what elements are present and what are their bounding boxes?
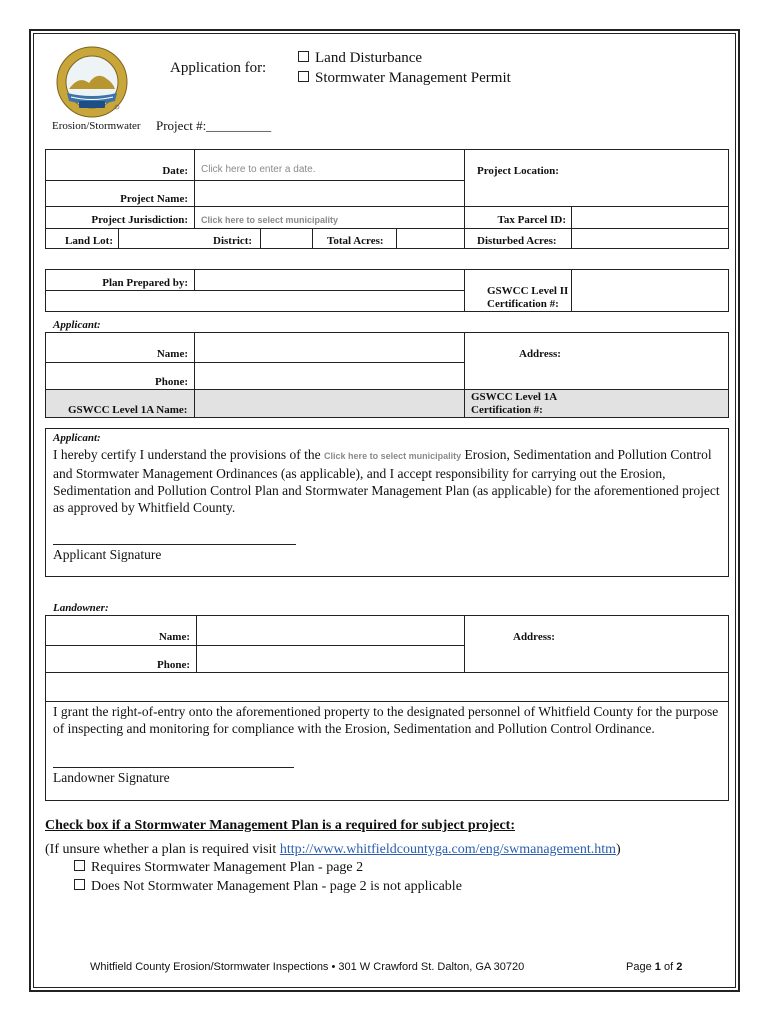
county-seal-logo — [55, 45, 129, 119]
page-total: 2 — [676, 961, 683, 973]
requires-plan-checkbox[interactable] — [74, 860, 85, 871]
landowner-section-label: Landowner: — [53, 602, 109, 614]
cert-text-pre: I hereby certify I understand the provisions of the — [53, 447, 321, 462]
stormwater-heading: Check box if a Stormwater Management Plan is a required for subject project: — [45, 818, 515, 833]
landowner-signature-line[interactable] — [53, 767, 294, 768]
land-disturbance-checkbox[interactable] — [298, 51, 309, 62]
project-number-label[interactable]: Project #:__________ — [156, 118, 272, 133]
requires-plan-label: Requires Stormwater Management Plan - page 2 — [91, 860, 364, 875]
project-location-label: Project Location: — [477, 165, 559, 177]
gswcc-ii-label-line2: Certification #: — [487, 298, 559, 310]
landowner-grant-text: I grant the right-of-entry onto the aforementioned property to the designated personnel of Whitfield County for the purpose of inspecting and monitoring for compliance with the Erosion, Sedimentation and Pollution Control Ordinance. — [53, 704, 719, 736]
applicant-signature-line[interactable] — [53, 544, 296, 545]
project-name-label: Project Name: — [120, 193, 188, 205]
applicant-cert-label: Applicant: — [53, 432, 101, 444]
cert-municipality-select[interactable]: Click here to select municipality — [324, 451, 462, 461]
disturbed-acres-label: Disturbed Acres: — [477, 235, 557, 247]
landowner-name-input[interactable] — [197, 616, 463, 645]
applicant-phone-label: Phone: — [155, 376, 188, 388]
option-stormwater-permit[interactable] — [298, 70, 511, 87]
landowner-signature-label: Landowner Signature — [53, 770, 170, 785]
project-jurisdiction-label: Project Jurisdiction: — [91, 214, 188, 226]
applicant-signature-label: Applicant Signature — [53, 547, 162, 562]
cert-text-post: Erosion, Sedimentation and Pollution Control and Stormwater Management Ordinances (as applicable), and I accept responsibility for carrying out the Erosion, Sedimentation and Pollution Control Plan and Stormwater Management Plan (as applicable) for the aforementioned project as approved by Whitfield County. — [53, 447, 720, 515]
dept-label: Erosion/Stormwater — [52, 120, 141, 132]
tax-parcel-input[interactable] — [572, 207, 728, 228]
district-label: District: — [213, 235, 253, 247]
applicant-cert-text — [53, 446, 725, 516]
not-required-checkbox[interactable] — [74, 879, 85, 890]
applicant-phone-input[interactable] — [195, 363, 463, 389]
gswcc-1a-cert-line1: GSWCC Level 1A — [471, 391, 558, 403]
tax-parcel-label: Tax Parcel ID: — [497, 214, 566, 226]
not-required-label: Does Not Stormwater Management Plan - page 2 is not applicable — [91, 879, 462, 894]
landowner-address-label: Address: — [513, 631, 555, 643]
option-land-disturbance[interactable] — [298, 50, 422, 67]
land-lot-label: Land Lot: — [65, 235, 113, 247]
gswcc-ii-label-line1: GSWCC Level II — [487, 285, 569, 297]
unsure-text-pre: (If unsure whether a plan is required visit — [45, 842, 280, 857]
applicant-address-input[interactable] — [570, 333, 728, 389]
total-acres-label: Total Acres: — [327, 235, 384, 247]
land-disturbance-label: Land Disturbance — [315, 50, 423, 66]
applicant-name-input[interactable] — [195, 333, 463, 362]
landowner-name-label: Name: — [158, 631, 190, 643]
unsure-text-post: ) — [616, 842, 621, 857]
landowner-address-input[interactable] — [465, 616, 728, 672]
option-requires-plan[interactable] — [74, 860, 363, 876]
stormwater-permit-label: Stormwater Management Permit — [315, 70, 511, 86]
applicant-address-label: Address: — [519, 348, 561, 360]
jurisdiction-select[interactable]: Click here to select municipality — [201, 215, 339, 225]
page-current: 1 — [654, 961, 661, 973]
date-label: Date: — [162, 165, 188, 177]
application-for-label: Application for: — [170, 60, 267, 76]
plan-prepared-input[interactable] — [195, 270, 463, 290]
page-prefix: Page — [626, 961, 652, 973]
stormwater-permit-checkbox[interactable] — [298, 71, 309, 82]
stormwater-unsure-line — [45, 842, 621, 858]
gswcc-1a-name-input[interactable] — [195, 390, 463, 417]
applicant-section-label: Applicant: — [53, 319, 101, 331]
landowner-phone-label: Phone: — [157, 659, 190, 671]
gswcc-1a-cert-line2: Certification #: — [471, 404, 543, 416]
gswcc-ii-input[interactable] — [572, 270, 728, 311]
plan-prepared-label: Plan Prepared by: — [102, 277, 188, 289]
option-not-required[interactable] — [74, 879, 462, 895]
page-number — [626, 961, 682, 973]
applicant-name-label: Name: — [156, 348, 188, 360]
gswcc-1a-name-label: GSWCC Level 1A Name: — [68, 404, 188, 416]
date-field-blank[interactable] — [195, 181, 463, 206]
swmanagement-link[interactable]: http://www.whitfieldcountyga.com/eng/swmanagement.htm — [279, 842, 617, 857]
page-of: of — [663, 961, 674, 973]
date-input[interactable]: Click here to enter a date. — [201, 164, 316, 175]
footer-address: Whitfield County Erosion/Stormwater Inspections • 301 W Crawford St. Dalton, GA 30720 — [90, 961, 525, 973]
landowner-phone-input[interactable] — [197, 646, 463, 672]
project-location-input[interactable] — [572, 150, 728, 206]
